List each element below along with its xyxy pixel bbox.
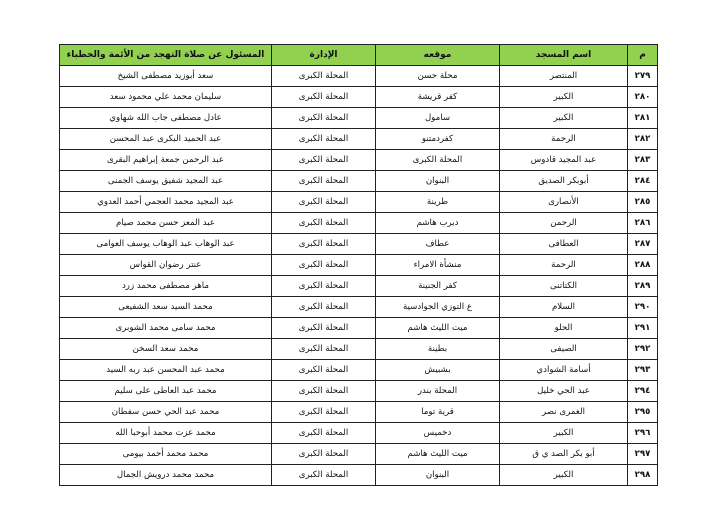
mosque-name-cell: الكبير [500,465,628,486]
mosque-name-cell: عبد المجيد قادوس [500,150,628,171]
table-row [60,234,658,255]
table-row [60,465,658,486]
responsible-cell: عبد المجيد شفيق يوسف الجمنى [60,171,272,192]
table-row [60,213,658,234]
row-number-cell: ٢٨٤ [628,171,658,192]
mosque-name-cell: الأنصارى [500,192,628,213]
location-cell: سامول [376,108,500,129]
row-number-cell: ٢٨٦ [628,213,658,234]
administration-cell: المحلة الكبرى [272,66,376,87]
administration-cell: المحلة الكبرى [272,318,376,339]
table-row [60,381,658,402]
location-cell: قرية توما [376,402,500,423]
responsible-cell: سعد أبوزيد مصطفى الشيخ [60,66,272,87]
administration-cell: المحلة الكبرى [272,423,376,444]
mosque-name-cell: عبد الحي خليل [500,381,628,402]
administration-cell: المحلة الكبرى [272,150,376,171]
administration-cell: المحلة الكبرى [272,339,376,360]
responsible-cell: محمد سعد السخن [60,339,272,360]
row-number-cell: ٢٨١ [628,108,658,129]
location-cell: طرينة [376,192,500,213]
location-cell: ع التوزي الجوادسية [376,297,500,318]
location-cell: بطينة [376,339,500,360]
administration-cell: المحلة الكبرى [272,108,376,129]
location-cell: منشأة الامراء [376,255,500,276]
table-header [60,45,658,66]
table-row [60,297,658,318]
row-number-cell: ٢٨٢ [628,129,658,150]
mosque-name-cell: أبوبكر الصديق [500,171,628,192]
header-administration: الإدارة [272,45,376,66]
row-number-cell: ٢٩٦ [628,423,658,444]
table-row [60,108,658,129]
location-cell: البنوان [376,171,500,192]
table-row [60,276,658,297]
administration-cell: المحلة الكبرى [272,297,376,318]
table-row [60,150,658,171]
location-cell: عطاف [376,234,500,255]
table-row [60,444,658,465]
location-cell: المحلة بندر [376,381,500,402]
administration-cell: المحلة الكبرى [272,402,376,423]
header-row [60,45,658,66]
mosque-name-cell: العطافى [500,234,628,255]
location-cell: المحلة الكبرى [376,150,500,171]
responsible-cell: عبد الحميد البكرى عبد المحسن [60,129,272,150]
location-cell: دخميس [376,423,500,444]
location-cell: كفر قريشة [376,87,500,108]
responsible-cell: محمد عبد المحسن عبد ربه السيد [60,360,272,381]
header-num: م [628,45,658,66]
table-row [60,318,658,339]
responsible-cell: محمد عبد الحي حسن سفطان [60,402,272,423]
responsible-cell: محمد سامى محمد الشوبرى [60,318,272,339]
administration-cell: المحلة الكبرى [272,213,376,234]
responsible-cell: عبد المجيد محمد العجمي أحمد العدوي [60,192,272,213]
row-number-cell: ٢٩٢ [628,339,658,360]
table-row [60,129,658,150]
mosque-name-cell: الكبير [500,108,628,129]
mosque-name-cell: الصيفى [500,339,628,360]
administration-cell: المحلة الكبرى [272,444,376,465]
location-cell: كفر الجنينة [376,276,500,297]
table-row [60,255,658,276]
administration-cell: المحلة الكبرى [272,255,376,276]
responsible-cell: محمد محمد أحمد بيومى [60,444,272,465]
row-number-cell: ٢٩١ [628,318,658,339]
mosque-name-cell: أبو بكر الصد ي ق [500,444,628,465]
responsible-cell: محمد محمد درويش الجمال [60,465,272,486]
mosque-name-cell: الكتاتنى [500,276,628,297]
mosque-name-cell: الحلو [500,318,628,339]
mosque-name-cell: الكبير [500,423,628,444]
mosque-name-cell: الرحمة [500,129,628,150]
administration-cell: المحلة الكبرى [272,381,376,402]
administration-cell: المحلة الكبرى [272,276,376,297]
header-mosque-name: اسم المسجد [500,45,628,66]
mosque-name-cell: الغمرى نصر [500,402,628,423]
table-body [60,66,658,486]
table-row [60,171,658,192]
mosque-name-cell: الكبير [500,87,628,108]
responsible-cell: محمد السيد سعد الشفيعى [60,297,272,318]
responsible-cell: عبد الوهاب عبد الوهاب يوسف العوامى [60,234,272,255]
mosque-name-cell: الرحمة [500,255,628,276]
responsible-cell: سليمان محمد علي محمود سعد [60,87,272,108]
mosque-name-cell: المنتصر [500,66,628,87]
row-number-cell: ٢٩٨ [628,465,658,486]
row-number-cell: ٢٩٥ [628,402,658,423]
document-sheet [59,44,657,486]
administration-cell: المحلة الكبرى [272,87,376,108]
table-row [60,192,658,213]
responsible-cell: محمد عبد العاطى على سليم [60,381,272,402]
row-number-cell: ٢٨٨ [628,255,658,276]
location-cell: بشبيش [376,360,500,381]
location-cell: ديرب هاشم [376,213,500,234]
row-number-cell: ٢٨٠ [628,87,658,108]
table-row [60,360,658,381]
administration-cell: المحلة الكبرى [272,234,376,255]
location-cell: محلة حسن [376,66,500,87]
mosques-table [59,44,658,486]
mosque-name-cell: السلام [500,297,628,318]
responsible-cell: محمد عزت محمد أبوحبا الله [60,423,272,444]
header-location: موقعه [376,45,500,66]
responsible-cell: عنتر رضوان القواس [60,255,272,276]
row-number-cell: ٢٩٣ [628,360,658,381]
header-responsible: المسئول عن صلاة التهجد من الأئمة والخطباء [60,45,272,66]
row-number-cell: ٢٩٠ [628,297,658,318]
location-cell: البنوان [376,465,500,486]
administration-cell: المحلة الكبرى [272,465,376,486]
row-number-cell: ٢٨٥ [628,192,658,213]
location-cell: ميت الليث هاشم [376,444,500,465]
responsible-cell: عبد الرحمن جمعة إبراهيم البقرى [60,150,272,171]
administration-cell: المحلة الكبرى [272,129,376,150]
table-row [60,402,658,423]
administration-cell: المحلة الكبرى [272,171,376,192]
location-cell: كفردمتنو [376,129,500,150]
row-number-cell: ٢٩٧ [628,444,658,465]
responsible-cell: عبد المعز حسن محمد صيام [60,213,272,234]
mosque-name-cell: الرحمن [500,213,628,234]
table-row [60,87,658,108]
mosque-name-cell: أسامة الشوادي [500,360,628,381]
responsible-cell: ماهر مصطفى محمد زرد [60,276,272,297]
table-row [60,423,658,444]
location-cell: ميت الليث هاشم [376,318,500,339]
row-number-cell: ٢٨٧ [628,234,658,255]
table-row [60,66,658,87]
row-number-cell: ٢٩٤ [628,381,658,402]
row-number-cell: ٢٨٩ [628,276,658,297]
table-row [60,339,658,360]
row-number-cell: ٢٧٩ [628,66,658,87]
responsible-cell: عادل مصطفى جاب الله شهاوي [60,108,272,129]
administration-cell: المحلة الكبرى [272,192,376,213]
administration-cell: المحلة الكبرى [272,360,376,381]
row-number-cell: ٢٨٣ [628,150,658,171]
